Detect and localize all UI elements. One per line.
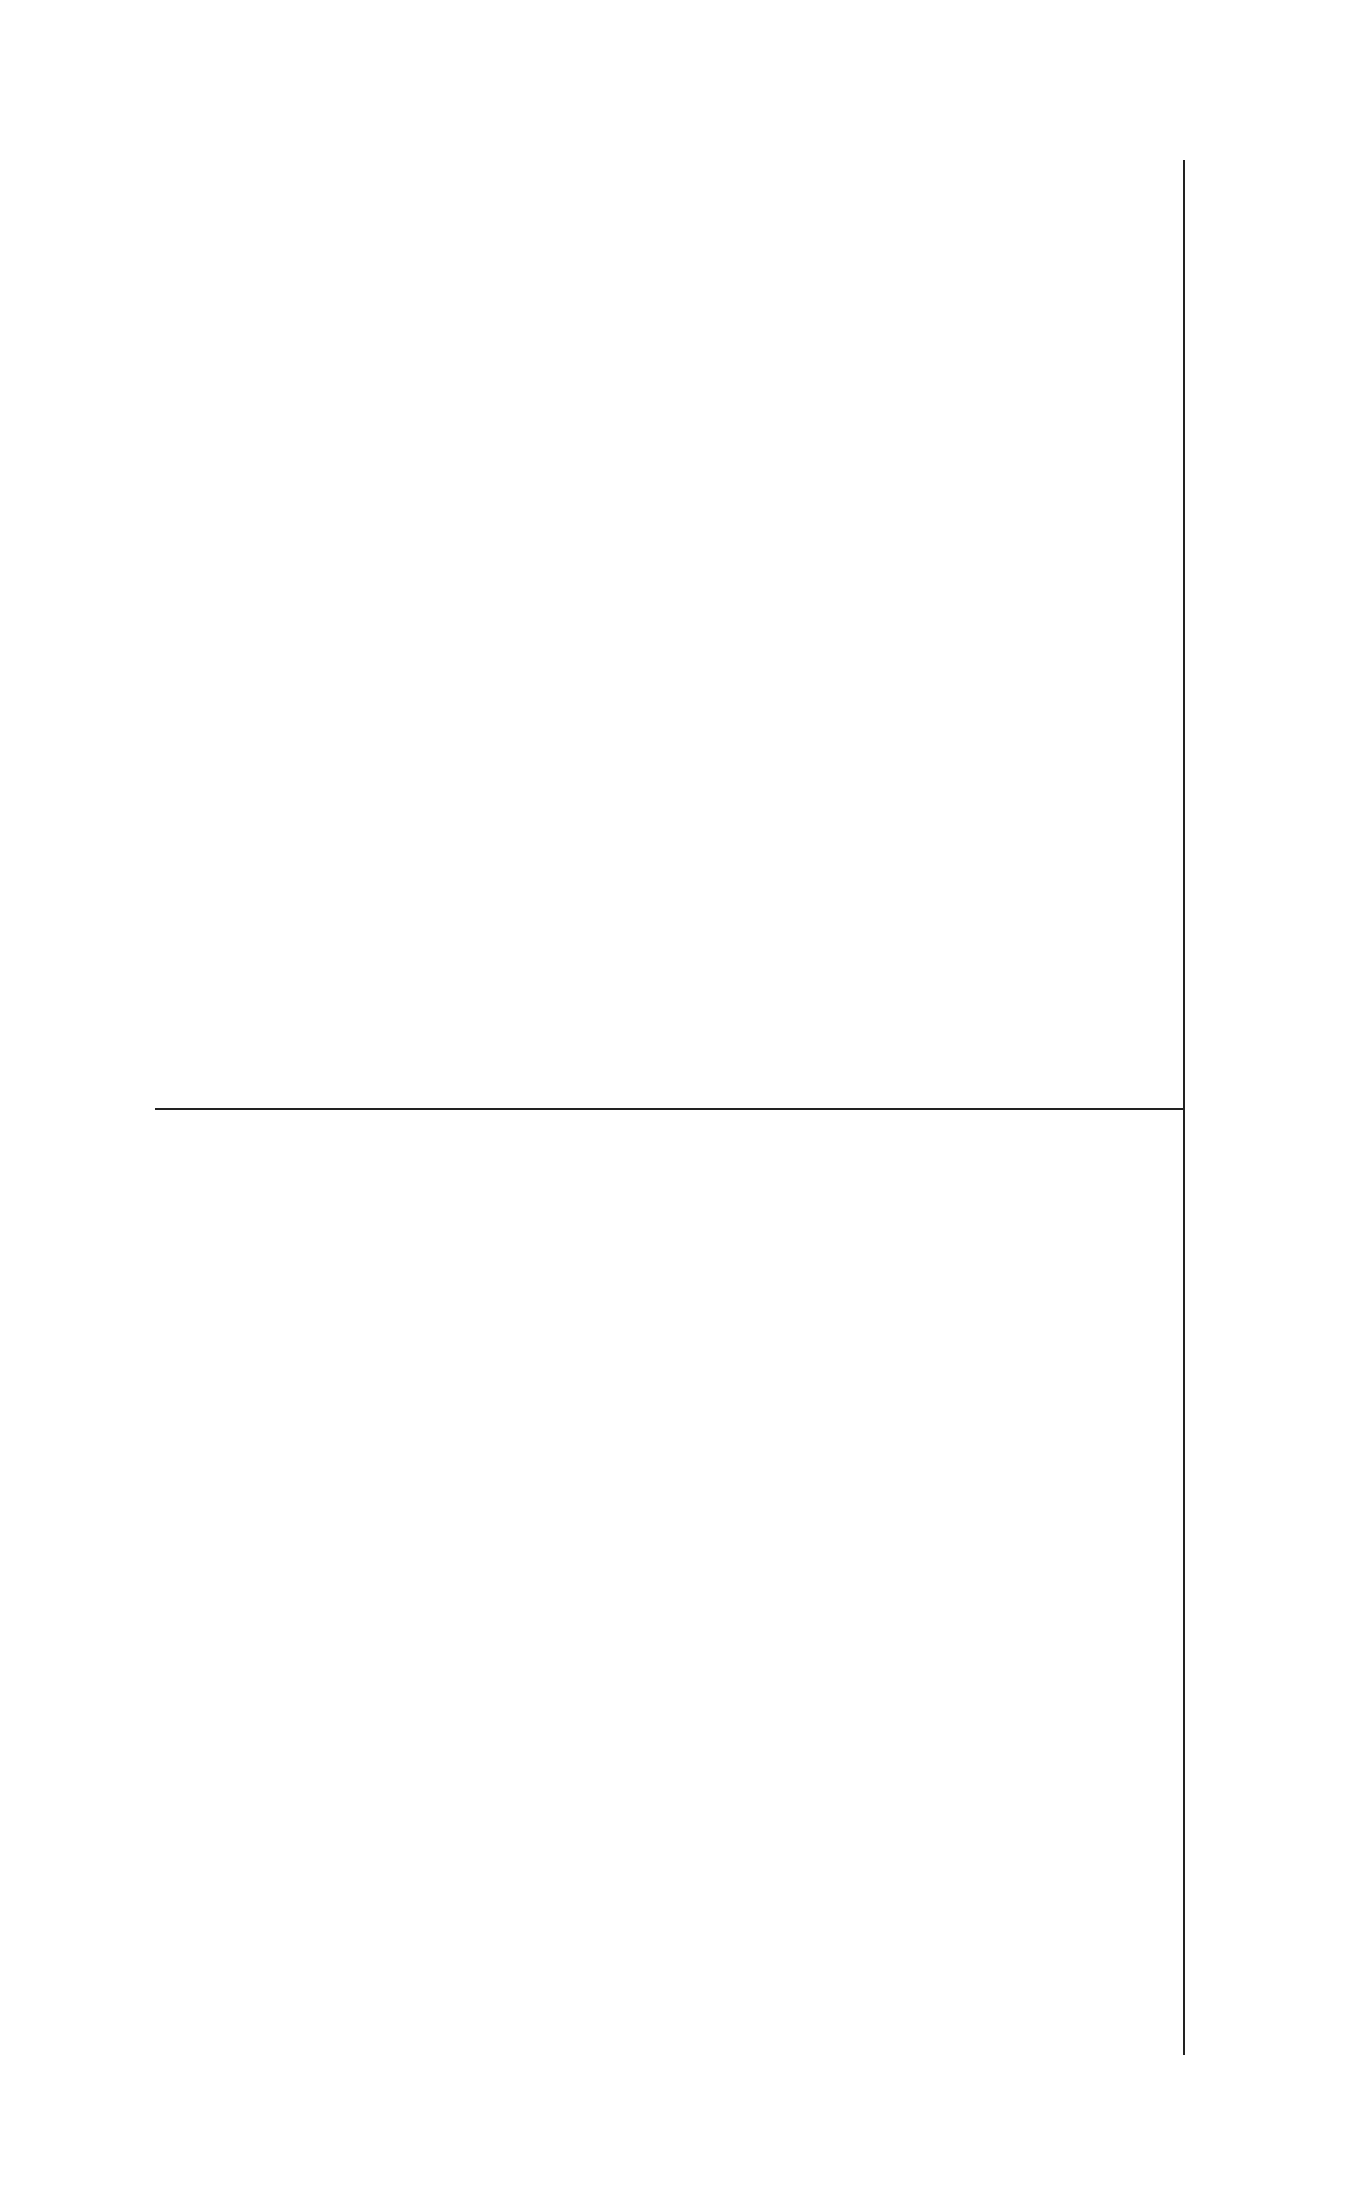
taiwan-memory-watermark [660, 1095, 1130, 1255]
